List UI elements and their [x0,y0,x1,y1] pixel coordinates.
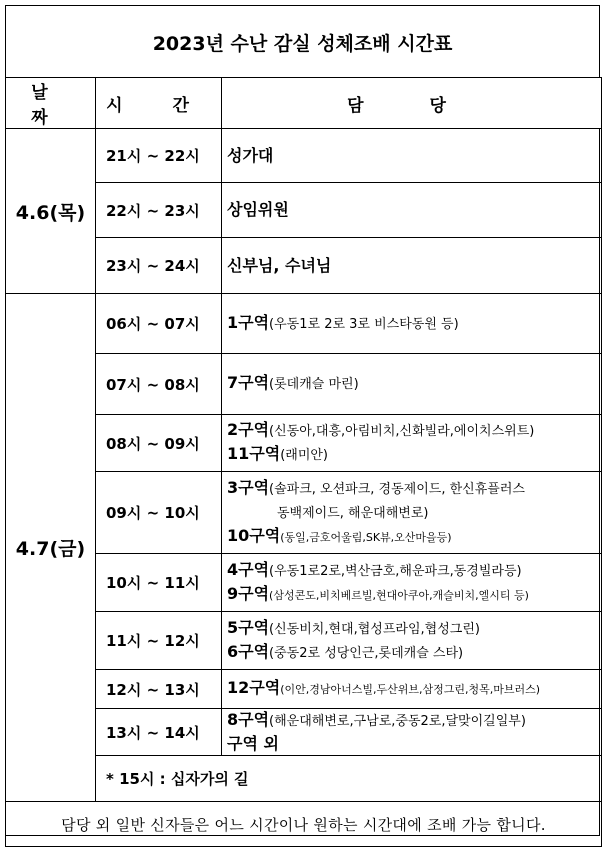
header-row [6,78,602,129]
zone-label: 구역 외 [227,734,279,753]
duty-label: 성가대 [227,145,274,165]
table-row [6,554,602,612]
duty-cell [222,129,602,183]
time-cell: 08시 ~ 09시 [96,415,222,472]
zone-detail: (동일,금호어울림,SK뷰,오산마을등) [280,530,452,544]
duty-cell [222,472,602,554]
time-cell: 06시 ~ 07시 [96,294,222,354]
zone-detail: (중동2로 성당인근,롯데캐슬 스타) [269,645,464,661]
zone-label: 6구역 [227,641,270,661]
header-time: 시 간 [96,78,222,129]
zone-detail: (삼성콘도,비치베르빌,현대아쿠아,캐슬비치,엘시티 등) [269,588,529,602]
duty-cell [222,415,602,472]
zone-detail: (래미안) [280,448,329,463]
footer-note: 담당 외 일반 신자들은 어느 시간이나 원하는 시간대에 조배 가능 합니다. [6,802,602,847]
duty-cell [222,294,602,354]
time-cell: 09시 ~ 10시 [96,472,222,554]
note-cell: * 15시 : 십자가의 길 [96,756,602,802]
header-duty: 담 당 [222,78,602,129]
table-row [6,709,602,756]
time-cell: 22시 ~ 23시 [96,183,222,238]
table-row [6,183,602,238]
zone-detail: (이안,경남아너스빌,두산위브,삼정그린,청목,마브러스) [280,683,541,696]
table-row [6,415,602,472]
time-cell: 07시 ~ 08시 [96,354,222,415]
duty-cell [222,554,602,612]
table-row [6,472,602,554]
zone-label: 9구역 [227,583,270,603]
header-date: 날 짜 [6,78,96,129]
duty-cell [222,238,602,294]
footer-row [6,802,602,847]
zone-detail: (우동1로2로,벽산금호,해운파크,동경빌라등) [269,563,522,579]
time-cell: 10시 ~ 11시 [96,554,222,612]
time-cell: 13시 ~ 14시 [96,709,222,756]
zone-label: 12구역 [227,678,281,697]
zone-label: 3구역 [227,477,270,497]
table-row [6,612,602,670]
table-row [6,294,602,354]
duty-cell [222,183,602,238]
time-cell: 21시 ~ 22시 [96,129,222,183]
table-row [6,238,602,294]
note-row [6,756,602,802]
zone-detail: (신동아,대흥,아림비치,신화빌라,에이치스위트) [269,424,535,439]
zone-detail: (해운대해변로,구남로,중동2로,달맞이길일부) [269,714,526,729]
duty-label: 상임위원 [227,200,289,219]
time-cell: 12시 ~ 13시 [96,670,222,709]
zone-detail: (신동비치,현대,협성프라임,협성그린) [269,621,480,637]
zone-label: 4구역 [227,559,270,579]
zone-label: 5구역 [227,617,270,637]
schedule-frame [5,5,600,836]
table-row [6,129,602,183]
zone-detail: 동백제이드, 해운대해변로) [277,505,429,521]
date-cell: 4.6(목) [6,129,96,294]
zone-label: 8구역 [227,710,270,729]
schedule-table [5,77,602,847]
zone-detail: (롯데캐슬 마린) [269,377,359,392]
zone-label: 7구역 [227,373,270,392]
duty-cell [222,709,602,756]
zone-detail: (솔파크, 오션파크, 경동제이드, 한신휴플러스 [269,481,525,497]
duty-cell [222,354,602,415]
zone-label: 10구역 [227,525,281,545]
zone-label: 2구역 [227,420,270,439]
table-row [6,670,602,709]
date-cell: 4.7(금) [6,294,96,802]
zone-detail: (우동1로 2로 3로 비스타동원 등) [269,316,459,332]
table-row [6,354,602,415]
duty-cell [222,612,602,670]
duty-label: 신부님, 수녀님 [227,255,332,275]
time-cell: 11시 ~ 12시 [96,612,222,670]
zone-label: 11구역 [227,444,281,463]
time-cell: 23시 ~ 24시 [96,238,222,294]
zone-label: 1구역 [227,312,270,332]
duty-cell [222,670,602,709]
page-title: 2023년 수난 감실 성체조배 시간표 [6,6,599,79]
